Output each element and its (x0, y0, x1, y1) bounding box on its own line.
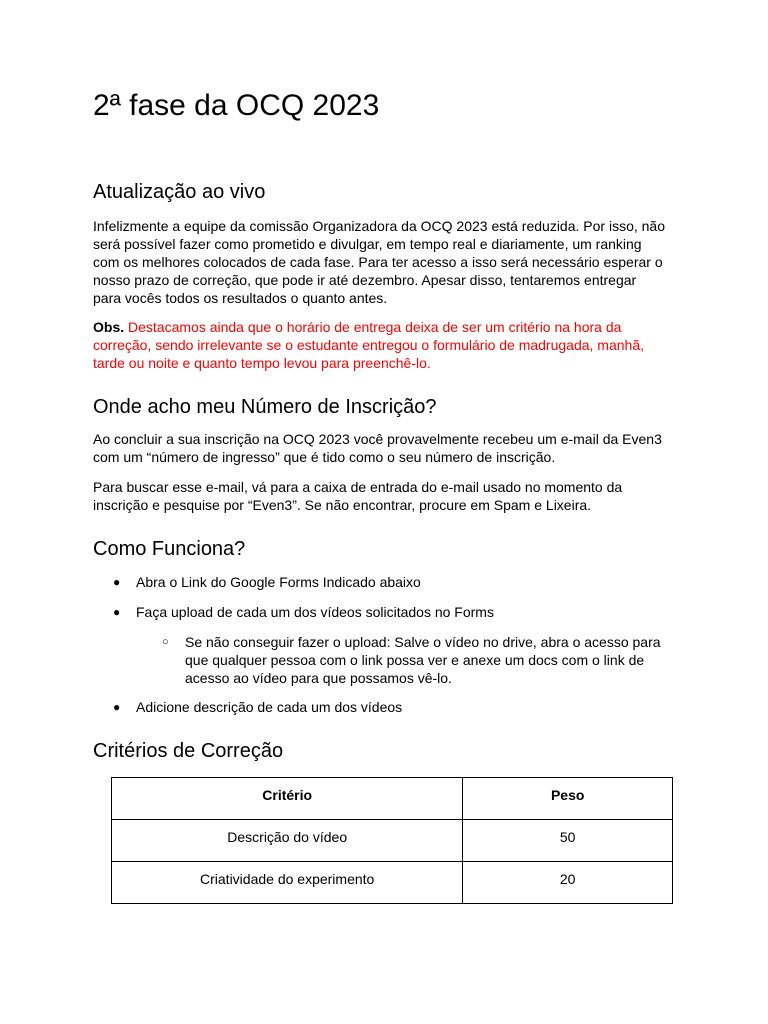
sub-list-line: Se não conseguir fazer o upload: Salve o vídeo no drive, abra o acesso para (185, 634, 661, 650)
sub-list-item-text (185, 633, 675, 687)
paragraph-registration-2 (93, 478, 678, 514)
bullet-marker: ● (113, 575, 121, 589)
table-header-row (112, 778, 673, 820)
obs-text-line: Destacamos ainda que o horário de entrega deixa de ser um critério na hora da (124, 319, 622, 335)
sub-list-item (162, 633, 662, 687)
paragraph-line: Infelizmente a equipe da comissão Organizadora da OCQ 2023 está reduzida. Por isso, não (93, 218, 665, 234)
criteria-table (111, 777, 673, 904)
paragraph-live-update (93, 217, 678, 307)
paragraph-line: Para buscar esse e-mail, vá para a caixa de entrada do e-mail usado no momento da (93, 479, 623, 495)
column-header-criterion: Critério (112, 778, 463, 820)
paragraph-line: para vocês todos os resultados o quanto antes. (93, 290, 388, 306)
page-title: 2ª fase da OCQ 2023 (93, 89, 380, 122)
paragraph-line: com um “número de ingresso” que é tido como o seu número de inscrição. (93, 449, 556, 465)
sub-list-line: acesso ao vídeo para que possamos vê-lo. (185, 670, 452, 686)
sub-list-line: que qualquer pessoa com o link possa ver e anexe um docs com o link de (185, 652, 645, 668)
bullet-marker: ● (113, 605, 121, 619)
obs-text-line: tarde ou noite e quanto tempo levou para preenchê-lo. (93, 355, 431, 371)
heading-criteria: Critérios de Correção (93, 740, 284, 762)
heading-how-it-works: Como Funciona? (93, 538, 246, 560)
table-cell-criterion: Descrição do vídeo (112, 820, 463, 862)
obs-note (93, 318, 678, 372)
table-cell-weight: 50 (463, 820, 673, 862)
paragraph-registration-1 (93, 430, 678, 466)
table-cell-criterion: Criatividade do experimento (112, 862, 463, 904)
list-item-text: Faça upload de cada um dos vídeos solicitados no Forms (136, 604, 494, 620)
paragraph-line: será possível fazer como prometido e divulgar, em tempo real e diariamente, um ranking (93, 236, 642, 252)
heading-live-update: Atualização ao vivo (93, 181, 266, 203)
paragraph-line: com os melhores colocados de cada fase. Para ter acesso a isso será necessário esperar o (93, 254, 663, 270)
obs-label: Obs. (93, 319, 125, 335)
list-item-text: Abra o Link do Google Forms Indicado abaixo (136, 574, 421, 590)
table-cell-weight: 20 (463, 862, 673, 904)
paragraph-line: Ao concluir a sua inscrição na OCQ 2023 você provavelmente recebeu um e-mail da Even3 (93, 431, 662, 447)
table-row (112, 862, 673, 904)
paragraph-line: inscrição e pesquise por “Even3”. Se não encontrar, procure em Spam e Lixeira. (93, 497, 592, 513)
list-item-text: Adicione descrição de cada um dos vídeos (136, 699, 403, 715)
bullet-marker: ● (113, 700, 121, 714)
paragraph-line: nosso prazo de correção, que pode ir até dezembro. Apesar disso, tentaremos entregar (93, 272, 637, 288)
sub-bullet-marker: ○ (162, 636, 169, 648)
obs-text-line: correção, sendo irrelevante se o estudante entregou o formulário de madrugada, manhã, (93, 337, 645, 353)
table-row (112, 820, 673, 862)
column-header-weight: Peso (463, 778, 673, 820)
heading-registration-number: Onde acho meu Número de Inscrição? (93, 396, 437, 418)
